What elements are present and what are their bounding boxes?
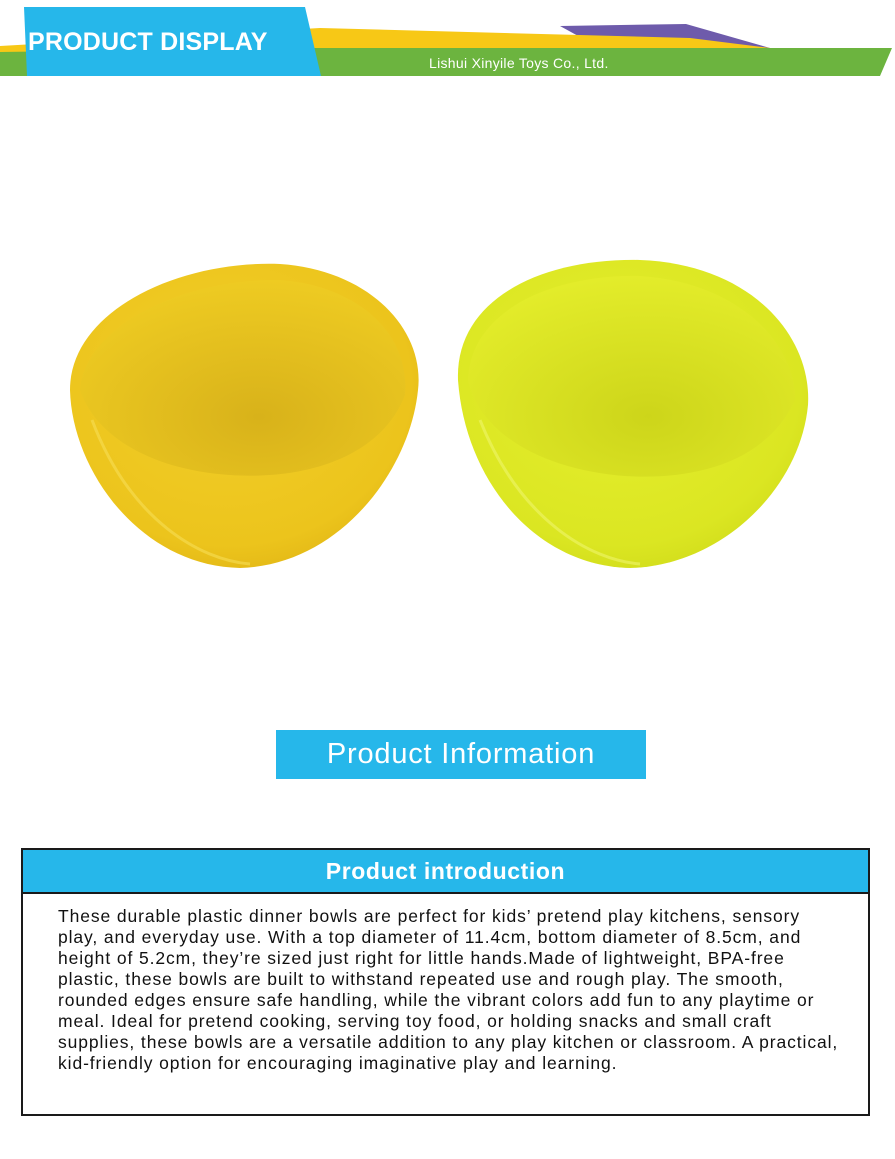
page-title: PRODUCT DISPLAY	[28, 28, 268, 56]
product-information-banner: Product Information	[276, 730, 646, 779]
page-header	[0, 0, 895, 90]
company-name: Lishui Xinyile Toys Co., Ltd.	[429, 55, 609, 71]
product-introduction-panel	[21, 848, 870, 1116]
yellow-bowl-left	[70, 264, 419, 568]
product-introduction-heading: Product introduction	[23, 850, 868, 894]
product-photo	[0, 230, 895, 590]
green-yellow-bowl-right	[458, 260, 808, 568]
product-introduction-text: These durable plastic dinner bowls are perfect for kids’ pretend play kitchens, sensory play, and everyday use. With a top diameter of 11.4cm, bottom diameter of 8.5cm, and height of 5.2cm, they’re sized just right for little hands.Made of lightweight, BPA-free plastic, these bowls are built to withstand repeated use and rough play. The smooth, rounded edges ensure safe handling, while the vibrant colors add fun to any playtime or meal. Ideal for pretend cooking, serving toy food, or holding snacks and small craft supplies, these bowls are a versatile addition to any play kitchen or classroom. A practical, kid-friendly option for encouraging imaginative play and learning.	[58, 906, 839, 1073]
